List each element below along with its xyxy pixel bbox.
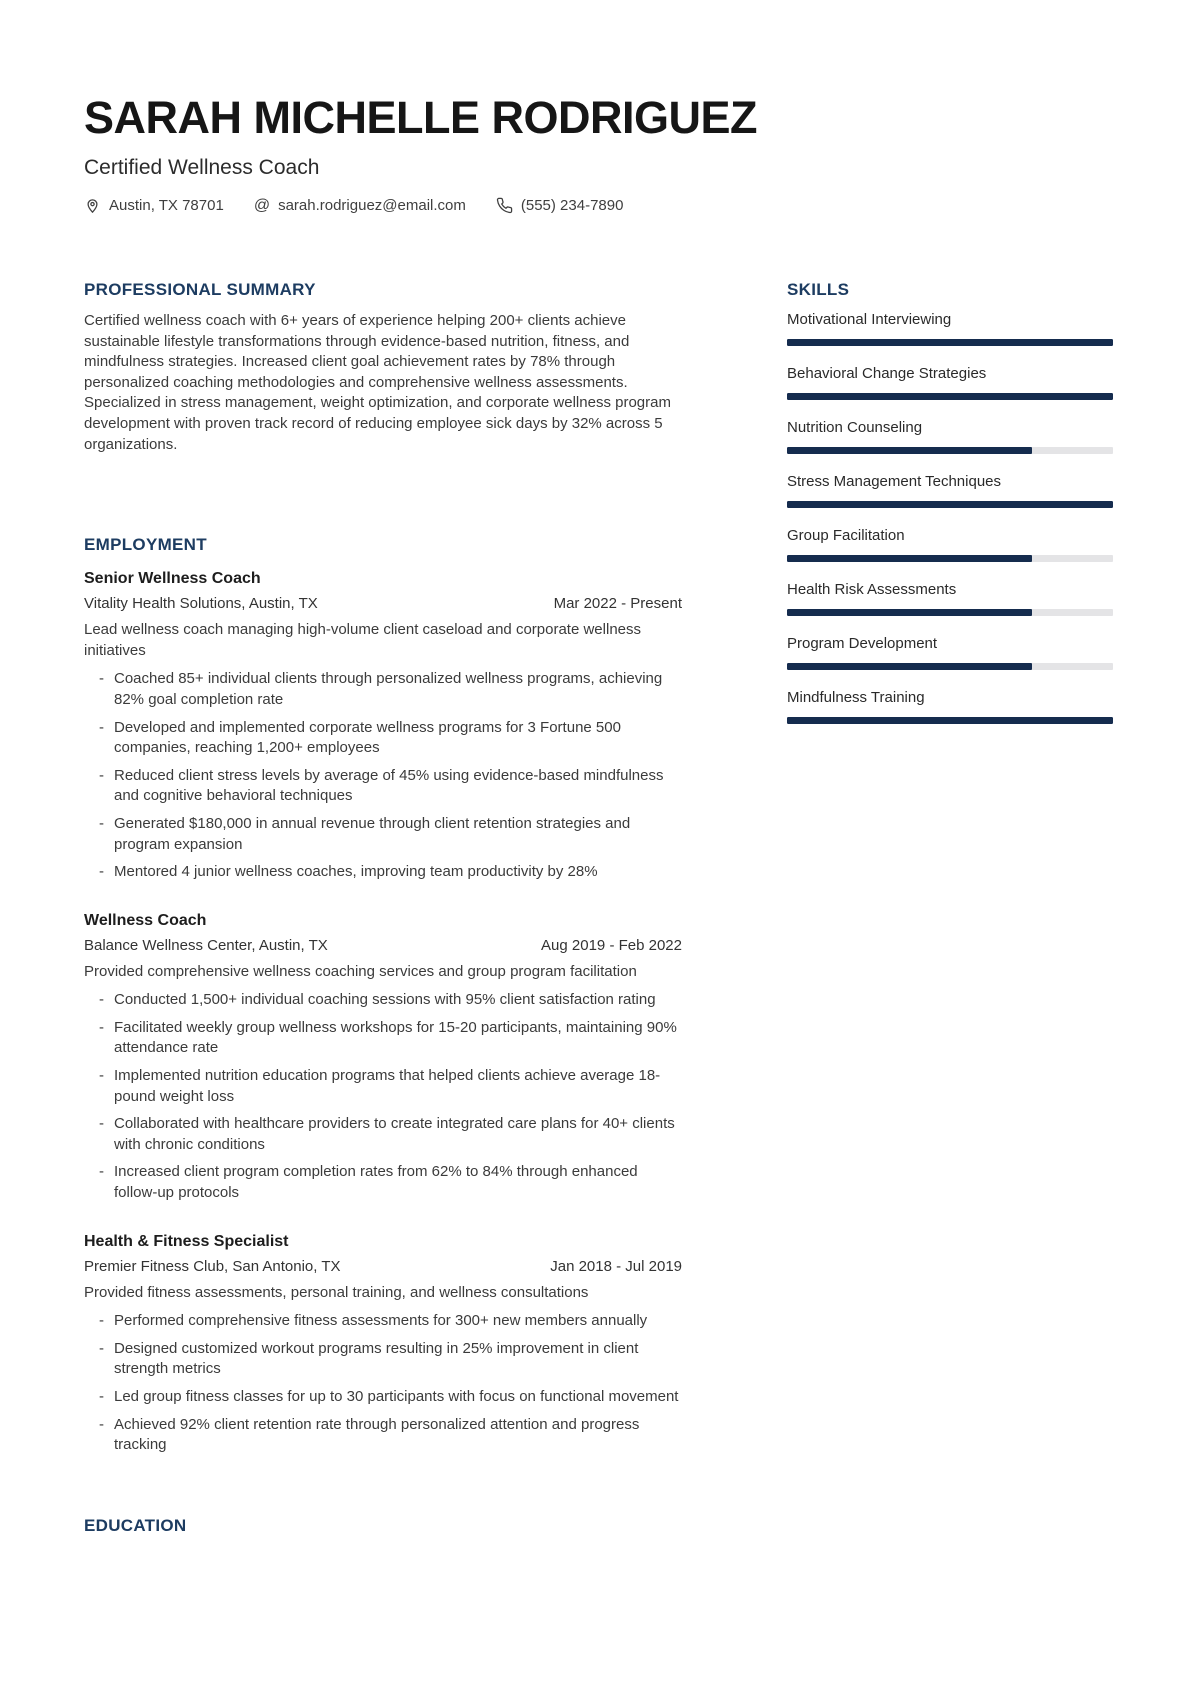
job-title: Health & Fitness Specialist: [84, 1232, 289, 1250]
skill-bar-track: [787, 501, 1113, 508]
bullet-text: Increased client program completion rates from 62% to 84% through enhanced follow-up protocols: [114, 1163, 638, 1202]
job-description: Lead wellness coach managing high-volume client caseload and corporate wellness initiatives: [84, 621, 641, 659]
section-education: [84, 1516, 682, 1536]
bullet-text: Implemented nutrition education programs that helped clients achieve average 18-pound weight loss: [114, 1067, 661, 1105]
skill-item: [787, 365, 1113, 400]
bullet-dash: -: [99, 863, 104, 881]
skill-bar-fill: [787, 501, 1113, 508]
bullet-dash: -: [99, 1163, 104, 1181]
contact-location-text: Austin, TX 78701: [109, 197, 224, 214]
bullet-dash: -: [99, 1067, 104, 1085]
skill-bar-fill: [787, 447, 1032, 454]
summary-text: Certified wellness coach with 6+ years of experience helping 200+ clients achieve sustainable lifestyle transformations through evidence-based nutrition, fitness, and mindfulness strategies. Increased client goal achievement rates by 78% through personalized coaching methodologies and comprehensive wellness assessments. Specialized in stress management, weight optimization, and corporate wellness program development with proven track record of reducing employee sick days by 32% across 5 organizations.: [84, 312, 671, 453]
job-company: Balance Wellness Center, Austin, TX: [84, 936, 328, 954]
skill-item: [787, 311, 1113, 346]
skill-bar-track: [787, 393, 1113, 400]
main-column: [84, 280, 682, 1547]
content-columns: [84, 280, 1113, 1547]
section-skills: [787, 280, 1113, 724]
location-pin-icon: [84, 197, 101, 214]
contact-location: [84, 197, 224, 214]
job-bullet: [99, 1387, 682, 1408]
skill-label: Nutrition Counseling: [787, 419, 923, 436]
skill-item: [787, 689, 1113, 724]
job-bullet: [99, 1162, 682, 1203]
bullet-text: Coached 85+ individual clients through personalized wellness programs, achieving 82% goal completion rate: [114, 670, 663, 708]
skill-bar-track: [787, 447, 1113, 454]
job-meta-row: [84, 595, 682, 612]
job-bullet: [99, 1066, 682, 1107]
person-job-title: Certified Wellness Coach: [84, 156, 320, 179]
skill-bar-track: [787, 555, 1113, 562]
skill-label: Mindfulness Training: [787, 689, 925, 706]
skill-item: [787, 527, 1113, 562]
skill-bar-track: [787, 663, 1113, 670]
skill-item: [787, 581, 1113, 616]
skill-label: Health Risk Assessments: [787, 581, 957, 598]
job-list: [84, 570, 682, 1456]
job-bullet: [99, 1339, 682, 1380]
bullet-dash: -: [99, 1312, 104, 1330]
job-bullet: [99, 814, 682, 855]
bullet-text: Achieved 92% client retention rate through personalized attention and progress tracking: [114, 1415, 640, 1454]
skill-item: [787, 473, 1113, 508]
skill-item: [787, 419, 1113, 454]
job-title: Senior Wellness Coach: [84, 570, 261, 588]
job-bullet: [99, 862, 682, 883]
bullet-dash: -: [99, 1115, 104, 1133]
bullet-dash: -: [99, 1415, 104, 1433]
job-bullet: [99, 990, 682, 1011]
skill-bar-fill: [787, 339, 1113, 346]
bullet-text: Reduced client stress levels by average of 45% using evidence-based mindfulness and cognitive behavioral techniques: [114, 766, 664, 805]
contact-phone-text: (555) 234-7890: [520, 197, 624, 214]
job-bullet-list: [84, 990, 682, 1203]
bullet-dash: -: [99, 1018, 104, 1036]
section-heading-skills: SKILLS: [787, 280, 850, 299]
job-entry: [84, 912, 682, 1204]
bullet-text: Conducted 1,500+ individual coaching sessions with 95% client satisfaction rating: [114, 991, 656, 1009]
bullet-text: Performed comprehensive fitness assessments for 300+ new members annually: [114, 1312, 648, 1330]
job-bullet-list: [84, 669, 682, 882]
section-employment: [84, 535, 682, 1456]
resume-header: [84, 92, 1113, 214]
skill-bar-track: [787, 339, 1113, 346]
section-heading-education: EDUCATION: [84, 1515, 187, 1535]
job-bullet: [99, 669, 682, 710]
skill-label: Stress Management Techniques: [787, 473, 1002, 490]
bullet-dash: -: [99, 718, 104, 736]
bullet-dash: -: [99, 670, 104, 688]
contact-email-text: sarah.rodriguez@email.com: [278, 197, 466, 214]
job-company: Vitality Health Solutions, Austin, TX: [84, 595, 318, 613]
job-bullet-list: [84, 1311, 682, 1456]
job-title: Wellness Coach: [84, 911, 207, 929]
bullet-dash: -: [99, 766, 104, 784]
bullet-dash: -: [99, 1388, 104, 1405]
skill-bar-fill: [787, 609, 1032, 616]
job-bullet: [99, 1415, 682, 1456]
skill-item: [787, 635, 1113, 670]
skill-label: Group Facilitation: [787, 527, 905, 544]
contact-email: [254, 197, 466, 214]
job-bullet: [99, 1114, 682, 1155]
skill-bar-fill: [787, 555, 1032, 562]
job-dates: Jan 2018 - Jul 2019: [550, 1257, 682, 1275]
bullet-text: Generated $180,000 in annual revenue through client retention strategies and program expansion: [114, 814, 631, 853]
skill-bar-track: [787, 609, 1113, 616]
job-description: Provided fitness assessments, personal training, and wellness consultations: [84, 1283, 589, 1301]
bullet-text: Collaborated with healthcare providers to create integrated care plans for 40+ clients with chronic conditions: [114, 1115, 675, 1153]
phone-icon: [496, 197, 513, 214]
bullet-text: Designed customized workout programs resulting in 25% improvement in client strength metrics: [114, 1339, 639, 1378]
at-sign-icon: @: [253, 196, 271, 214]
section-heading-summary: PROFESSIONAL SUMMARY: [84, 280, 316, 299]
bullet-text: Facilitated weekly group wellness workshops for 15-20 participants, maintaining 90% attendance rate: [114, 1018, 677, 1057]
bullet-dash: -: [99, 1339, 104, 1357]
section-professional-summary: [84, 280, 682, 455]
skill-label: Program Development: [787, 635, 938, 652]
job-description: Provided comprehensive wellness coaching services and group program facilitation: [84, 962, 637, 980]
job-meta-row: [84, 1258, 682, 1275]
bullet-dash: -: [99, 814, 104, 832]
skill-label: Motivational Interviewing: [787, 311, 952, 328]
job-meta-row: [84, 937, 682, 954]
job-dates: Mar 2022 - Present: [553, 595, 682, 613]
job-entry: [84, 1233, 682, 1456]
skill-bar-fill: [787, 393, 1113, 400]
bullet-text: Led group fitness classes for up to 30 participants with focus on functional movement: [114, 1388, 679, 1405]
skill-bar-fill: [787, 663, 1032, 670]
job-company: Premier Fitness Club, San Antonio, TX: [84, 1257, 341, 1275]
job-bullet: [99, 766, 682, 807]
job-bullet: [99, 718, 682, 759]
skill-label: Behavioral Change Strategies: [787, 365, 987, 382]
skill-list: [787, 311, 1113, 724]
person-name: SARAH MICHELLE RODRIGUEZ: [84, 92, 757, 143]
job-entry: [84, 570, 682, 883]
job-dates: Aug 2019 - Feb 2022: [541, 936, 682, 954]
contact-phone: [496, 197, 624, 214]
skill-bar-track: [787, 717, 1113, 724]
bullet-dash: -: [99, 991, 104, 1009]
bullet-text: Developed and implemented corporate wellness programs for 3 Fortune 500 companies, reaching 1,200+ employees: [114, 718, 621, 757]
job-bullet: [99, 1311, 682, 1332]
contact-row: [84, 197, 1113, 214]
section-heading-employment: EMPLOYMENT: [84, 535, 207, 555]
skill-bar-fill: [787, 717, 1113, 724]
bullet-text: Mentored 4 junior wellness coaches, improving team productivity by 28%: [114, 863, 598, 881]
job-bullet: [99, 1018, 682, 1059]
skills-sidebar: [787, 280, 1113, 743]
